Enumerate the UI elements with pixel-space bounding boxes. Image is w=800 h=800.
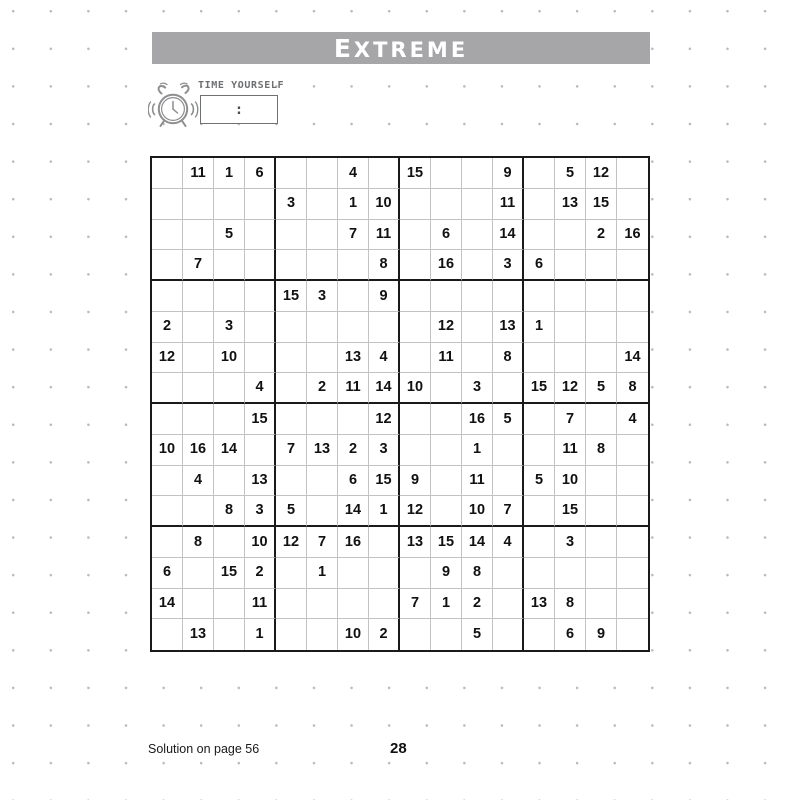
sudoku-cell[interactable]: 4 (183, 466, 214, 497)
sudoku-cell[interactable]: 9 (400, 466, 431, 497)
sudoku-cell[interactable] (276, 343, 307, 374)
sudoku-cell[interactable] (617, 189, 648, 220)
sudoku-cell[interactable]: 5 (462, 619, 493, 650)
sudoku-cell[interactable] (462, 220, 493, 251)
sudoku-cell[interactable] (183, 312, 214, 343)
sudoku-cell[interactable] (183, 589, 214, 620)
sudoku-cell[interactable]: 2 (152, 312, 183, 343)
sudoku-cell[interactable] (524, 158, 555, 189)
sudoku-cell[interactable] (183, 343, 214, 374)
sudoku-cell[interactable]: 14 (214, 435, 245, 466)
sudoku-cell[interactable] (400, 220, 431, 251)
sudoku-cell[interactable] (338, 281, 369, 312)
sudoku-cell[interactable] (431, 404, 462, 435)
sudoku-cell[interactable]: 14 (369, 373, 400, 404)
sudoku-cell[interactable] (524, 558, 555, 589)
sudoku-cell[interactable] (617, 527, 648, 558)
sudoku-cell[interactable]: 10 (400, 373, 431, 404)
sudoku-cell[interactable]: 12 (431, 312, 462, 343)
sudoku-cell[interactable]: 4 (493, 527, 524, 558)
sudoku-cell[interactable] (431, 466, 462, 497)
sudoku-cell[interactable]: 14 (338, 496, 369, 527)
sudoku-cell[interactable] (400, 404, 431, 435)
sudoku-cell[interactable] (431, 373, 462, 404)
time-yourself-section (148, 78, 288, 134)
page-title: EXTREME (333, 33, 469, 63)
sudoku-cell[interactable]: 5 (276, 496, 307, 527)
sudoku-cell[interactable]: 8 (617, 373, 648, 404)
sudoku-cell[interactable] (245, 435, 276, 466)
sudoku-cell[interactable] (214, 281, 245, 312)
sudoku-cell[interactable] (307, 404, 338, 435)
sudoku-cell[interactable] (617, 158, 648, 189)
sudoku-cell[interactable] (493, 619, 524, 650)
sudoku-cell[interactable] (276, 589, 307, 620)
sudoku-cell[interactable] (431, 281, 462, 312)
sudoku-cell[interactable] (276, 466, 307, 497)
sudoku-cell[interactable] (183, 496, 214, 527)
sudoku-cell[interactable]: 11 (245, 589, 276, 620)
page-number: 28 (390, 740, 407, 757)
sudoku-cell[interactable]: 13 (555, 189, 586, 220)
sudoku-cell[interactable]: 8 (586, 435, 617, 466)
sudoku-cell[interactable] (524, 220, 555, 251)
sudoku-cell[interactable]: 15 (276, 281, 307, 312)
sudoku-cell[interactable]: 5 (214, 220, 245, 251)
sudoku-cell[interactable] (462, 158, 493, 189)
sudoku-cell[interactable] (307, 158, 338, 189)
sudoku-cell[interactable] (586, 250, 617, 281)
sudoku-cell[interactable]: 14 (493, 220, 524, 251)
sudoku-cell[interactable] (152, 158, 183, 189)
sudoku-cell[interactable] (276, 404, 307, 435)
sudoku-cell[interactable]: 9 (369, 281, 400, 312)
sudoku-cell[interactable] (617, 589, 648, 620)
sudoku-cell[interactable] (307, 619, 338, 650)
sudoku-cell[interactable] (400, 281, 431, 312)
sudoku-cell[interactable]: 8 (214, 496, 245, 527)
sudoku-cell[interactable] (183, 373, 214, 404)
sudoku-cell[interactable] (400, 312, 431, 343)
sudoku-cell[interactable] (586, 343, 617, 374)
sudoku-cell[interactable]: 2 (245, 558, 276, 589)
solution-reference: Solution on page 56 (148, 742, 260, 756)
sudoku-cell[interactable]: 16 (617, 220, 648, 251)
sudoku-cell[interactable] (524, 435, 555, 466)
sudoku-cell[interactable]: 6 (524, 250, 555, 281)
sudoku-cell[interactable] (462, 189, 493, 220)
sudoku-cell[interactable]: 13 (524, 589, 555, 620)
sudoku-cell[interactable] (152, 496, 183, 527)
sudoku-cell[interactable] (214, 589, 245, 620)
sudoku-cell[interactable] (555, 558, 586, 589)
sudoku-cell[interactable] (152, 250, 183, 281)
sudoku-cell[interactable] (524, 189, 555, 220)
sudoku-cell[interactable]: 6 (152, 558, 183, 589)
sudoku-cell[interactable] (586, 589, 617, 620)
sudoku-cell[interactable]: 5 (524, 466, 555, 497)
sudoku-cell[interactable]: 2 (462, 589, 493, 620)
sudoku-cell[interactable]: 15 (586, 189, 617, 220)
sudoku-cell[interactable]: 10 (338, 619, 369, 650)
sudoku-cell[interactable]: 6 (245, 158, 276, 189)
alarm-clock-icon (148, 82, 200, 132)
sudoku-cell[interactable]: 1 (462, 435, 493, 466)
sudoku-cell[interactable]: 11 (369, 220, 400, 251)
sudoku-cell[interactable] (152, 404, 183, 435)
sudoku-cell[interactable] (152, 189, 183, 220)
sudoku-cell[interactable] (183, 189, 214, 220)
sudoku-cell[interactable] (555, 312, 586, 343)
sudoku-cell[interactable] (493, 558, 524, 589)
sudoku-cell[interactable] (214, 527, 245, 558)
sudoku-cell[interactable] (400, 343, 431, 374)
sudoku-grid (152, 158, 648, 650)
sudoku-cell[interactable] (338, 404, 369, 435)
sudoku-cell[interactable] (369, 558, 400, 589)
sudoku-cell[interactable]: 15 (431, 527, 462, 558)
sudoku-cell[interactable]: 3 (276, 189, 307, 220)
sudoku-cell[interactable] (431, 496, 462, 527)
sudoku-cell[interactable]: 7 (555, 404, 586, 435)
sudoku-cell[interactable] (400, 558, 431, 589)
sudoku-cell[interactable] (307, 496, 338, 527)
sudoku-cell[interactable]: 10 (152, 435, 183, 466)
sudoku-cell[interactable] (152, 466, 183, 497)
sudoku-cell[interactable] (400, 619, 431, 650)
sudoku-cell[interactable]: 2 (586, 220, 617, 251)
sudoku-cell[interactable]: 8 (462, 558, 493, 589)
sudoku-cell[interactable] (555, 281, 586, 312)
sudoku-cell[interactable] (617, 558, 648, 589)
sudoku-cell[interactable] (586, 281, 617, 312)
sudoku-cell[interactable]: 10 (555, 466, 586, 497)
sudoku-cell[interactable]: 10 (214, 343, 245, 374)
sudoku-cell[interactable] (214, 373, 245, 404)
sudoku-cell[interactable]: 10 (245, 527, 276, 558)
sudoku-cell[interactable] (586, 496, 617, 527)
sudoku-cell[interactable]: 1 (431, 589, 462, 620)
sudoku-cell[interactable] (307, 466, 338, 497)
sudoku-cell[interactable]: 12 (555, 373, 586, 404)
sudoku-cell[interactable] (431, 158, 462, 189)
sudoku-cell[interactable] (152, 281, 183, 312)
sudoku-cell[interactable]: 15 (369, 466, 400, 497)
sudoku-cell[interactable]: 3 (307, 281, 338, 312)
sudoku-cell[interactable]: 1 (214, 158, 245, 189)
sudoku-cell[interactable]: 11 (431, 343, 462, 374)
sudoku-cell[interactable]: 12 (276, 527, 307, 558)
sudoku-cell[interactable]: 12 (369, 404, 400, 435)
sudoku-cell[interactable] (152, 373, 183, 404)
sudoku-cell[interactable]: 12 (152, 343, 183, 374)
sudoku-cell[interactable] (400, 250, 431, 281)
sudoku-cell[interactable] (245, 281, 276, 312)
sudoku-cell[interactable]: 7 (183, 250, 214, 281)
sudoku-cell[interactable] (462, 343, 493, 374)
timer-label: TIME YOURSELF (198, 80, 285, 91)
sudoku-cell[interactable]: 8 (183, 527, 214, 558)
sudoku-cell[interactable]: 5 (493, 404, 524, 435)
sudoku-cell[interactable] (183, 281, 214, 312)
sudoku-cell[interactable] (214, 404, 245, 435)
sudoku-cell[interactable] (431, 189, 462, 220)
sudoku-cell[interactable]: 7 (493, 496, 524, 527)
sudoku-cell[interactable]: 7 (400, 589, 431, 620)
sudoku-cell[interactable] (338, 589, 369, 620)
sudoku-cell[interactable]: 4 (369, 343, 400, 374)
sudoku-cell[interactable]: 2 (369, 619, 400, 650)
sudoku-cell[interactable]: 11 (555, 435, 586, 466)
sudoku-cell[interactable]: 9 (586, 619, 617, 650)
sudoku-cell[interactable] (276, 558, 307, 589)
sudoku-cell[interactable] (152, 220, 183, 251)
sudoku-cell[interactable] (524, 343, 555, 374)
sudoku-cell[interactable] (493, 466, 524, 497)
sudoku-cell[interactable] (617, 619, 648, 650)
sudoku-cell[interactable]: 8 (555, 589, 586, 620)
sudoku-cell[interactable] (369, 589, 400, 620)
sudoku-cell[interactable] (183, 404, 214, 435)
sudoku-cell[interactable]: 6 (555, 619, 586, 650)
sudoku-cell[interactable]: 13 (338, 343, 369, 374)
sudoku-cell[interactable] (493, 373, 524, 404)
sudoku-cell[interactable] (555, 343, 586, 374)
sudoku-cell[interactable]: 9 (431, 558, 462, 589)
sudoku-cell[interactable] (369, 158, 400, 189)
sudoku-cell[interactable]: 16 (338, 527, 369, 558)
sudoku-cell[interactable] (214, 189, 245, 220)
sudoku-cell[interactable] (276, 250, 307, 281)
sudoku-cell[interactable]: 3 (493, 250, 524, 281)
sudoku-cell[interactable] (431, 435, 462, 466)
sudoku-cell[interactable] (214, 250, 245, 281)
sudoku-cell[interactable]: 6 (338, 466, 369, 497)
sudoku-cell[interactable]: 11 (338, 373, 369, 404)
sudoku-cell[interactable] (400, 189, 431, 220)
sudoku-cell[interactable]: 4 (338, 158, 369, 189)
sudoku-cell[interactable] (307, 189, 338, 220)
sudoku-cell[interactable]: 3 (555, 527, 586, 558)
sudoku-cell[interactable] (214, 619, 245, 650)
sudoku-cell[interactable] (276, 220, 307, 251)
timer-value: : (234, 101, 244, 118)
sudoku-cell[interactable] (307, 220, 338, 251)
sudoku-cell[interactable] (245, 189, 276, 220)
sudoku-cell[interactable] (338, 250, 369, 281)
sudoku-cell[interactable] (307, 343, 338, 374)
sudoku-cell[interactable]: 11 (493, 189, 524, 220)
sudoku-cell[interactable] (617, 435, 648, 466)
sudoku-cell[interactable]: 14 (617, 343, 648, 374)
sudoku-cell[interactable]: 14 (152, 589, 183, 620)
sudoku-cell[interactable]: 14 (462, 527, 493, 558)
sudoku-cell[interactable] (617, 312, 648, 343)
sudoku-cell[interactable]: 15 (214, 558, 245, 589)
sudoku-cell[interactable] (183, 558, 214, 589)
sudoku-cell[interactable]: 15 (524, 373, 555, 404)
sudoku-cell[interactable]: 6 (431, 220, 462, 251)
sudoku-cell[interactable]: 15 (245, 404, 276, 435)
sudoku-cell[interactable] (586, 466, 617, 497)
sudoku-cell[interactable]: 5 (555, 158, 586, 189)
sudoku-cell[interactable]: 4 (617, 404, 648, 435)
sudoku-cell[interactable] (307, 589, 338, 620)
sudoku-cell[interactable]: 13 (400, 527, 431, 558)
sudoku-cell[interactable]: 13 (307, 435, 338, 466)
sudoku-cell[interactable] (462, 281, 493, 312)
sudoku-cell[interactable] (586, 312, 617, 343)
sudoku-cell[interactable]: 8 (369, 250, 400, 281)
sudoku-cell[interactable] (617, 250, 648, 281)
sudoku-cell[interactable] (245, 343, 276, 374)
difficulty-header-bar (152, 32, 650, 64)
sudoku-cell[interactable]: 3 (462, 373, 493, 404)
sudoku-cell[interactable]: 12 (586, 158, 617, 189)
sudoku-cell[interactable]: 7 (307, 527, 338, 558)
sudoku-cell[interactable] (617, 466, 648, 497)
sudoku-cell[interactable] (276, 158, 307, 189)
sudoku-cell[interactable]: 3 (369, 435, 400, 466)
sudoku-cell[interactable] (586, 404, 617, 435)
sudoku-cell[interactable] (617, 496, 648, 527)
sudoku-cell[interactable]: 3 (245, 496, 276, 527)
sudoku-cell[interactable]: 8 (493, 343, 524, 374)
sudoku-cell[interactable]: 5 (586, 373, 617, 404)
timer-input-box[interactable] (200, 95, 278, 124)
sudoku-cell[interactable] (152, 527, 183, 558)
sudoku-cell[interactable] (276, 373, 307, 404)
sudoku-cell[interactable] (152, 619, 183, 650)
sudoku-cell[interactable] (245, 220, 276, 251)
sudoku-cell[interactable]: 3 (214, 312, 245, 343)
sudoku-cell[interactable]: 16 (183, 435, 214, 466)
sudoku-cell[interactable]: 1 (369, 496, 400, 527)
sudoku-cell[interactable] (462, 312, 493, 343)
sudoku-cell[interactable]: 7 (276, 435, 307, 466)
sudoku-cell[interactable] (369, 312, 400, 343)
sudoku-cell[interactable] (276, 312, 307, 343)
sudoku-cell[interactable] (307, 250, 338, 281)
sudoku-cell[interactable] (245, 250, 276, 281)
sudoku-cell[interactable] (462, 250, 493, 281)
sudoku-cell[interactable]: 13 (245, 466, 276, 497)
sudoku-cell[interactable]: 15 (555, 496, 586, 527)
sudoku-cell[interactable] (214, 466, 245, 497)
sudoku-cell[interactable]: 2 (338, 435, 369, 466)
sudoku-cell[interactable] (586, 527, 617, 558)
sudoku-cell[interactable]: 12 (400, 496, 431, 527)
sudoku-cell[interactable]: 1 (245, 619, 276, 650)
sudoku-cell[interactable] (555, 250, 586, 281)
sudoku-cell[interactable] (276, 619, 307, 650)
sudoku-cell[interactable]: 13 (183, 619, 214, 650)
sudoku-cell[interactable]: 7 (338, 220, 369, 251)
sudoku-cell[interactable] (555, 220, 586, 251)
sudoku-cell[interactable]: 4 (245, 373, 276, 404)
sudoku-cell[interactable] (524, 404, 555, 435)
sudoku-cell[interactable]: 1 (338, 189, 369, 220)
sudoku-grid-container (150, 156, 650, 652)
sudoku-cell[interactable] (369, 527, 400, 558)
sudoku-cell[interactable]: 11 (462, 466, 493, 497)
sudoku-cell[interactable] (493, 281, 524, 312)
sudoku-cell[interactable]: 1 (307, 558, 338, 589)
sudoku-cell[interactable] (245, 312, 276, 343)
sudoku-cell[interactable] (524, 619, 555, 650)
sudoku-cell[interactable] (493, 589, 524, 620)
sudoku-cell[interactable] (338, 558, 369, 589)
sudoku-cell[interactable]: 15 (400, 158, 431, 189)
sudoku-cell[interactable] (400, 435, 431, 466)
sudoku-cell[interactable] (524, 496, 555, 527)
sudoku-cell[interactable]: 2 (307, 373, 338, 404)
sudoku-cell[interactable]: 16 (462, 404, 493, 435)
sudoku-cell[interactable]: 1 (524, 312, 555, 343)
sudoku-cell[interactable] (586, 558, 617, 589)
sudoku-cell[interactable] (431, 619, 462, 650)
sudoku-cell[interactable] (524, 527, 555, 558)
sudoku-cell[interactable]: 9 (493, 158, 524, 189)
sudoku-cell[interactable] (338, 312, 369, 343)
sudoku-cell[interactable] (617, 281, 648, 312)
sudoku-cell[interactable]: 11 (183, 158, 214, 189)
sudoku-cell[interactable] (524, 281, 555, 312)
sudoku-cell[interactable]: 13 (493, 312, 524, 343)
sudoku-cell[interactable] (183, 220, 214, 251)
sudoku-cell[interactable] (307, 312, 338, 343)
sudoku-cell[interactable]: 16 (431, 250, 462, 281)
sudoku-cell[interactable] (493, 435, 524, 466)
sudoku-cell[interactable]: 10 (462, 496, 493, 527)
sudoku-cell[interactable]: 10 (369, 189, 400, 220)
